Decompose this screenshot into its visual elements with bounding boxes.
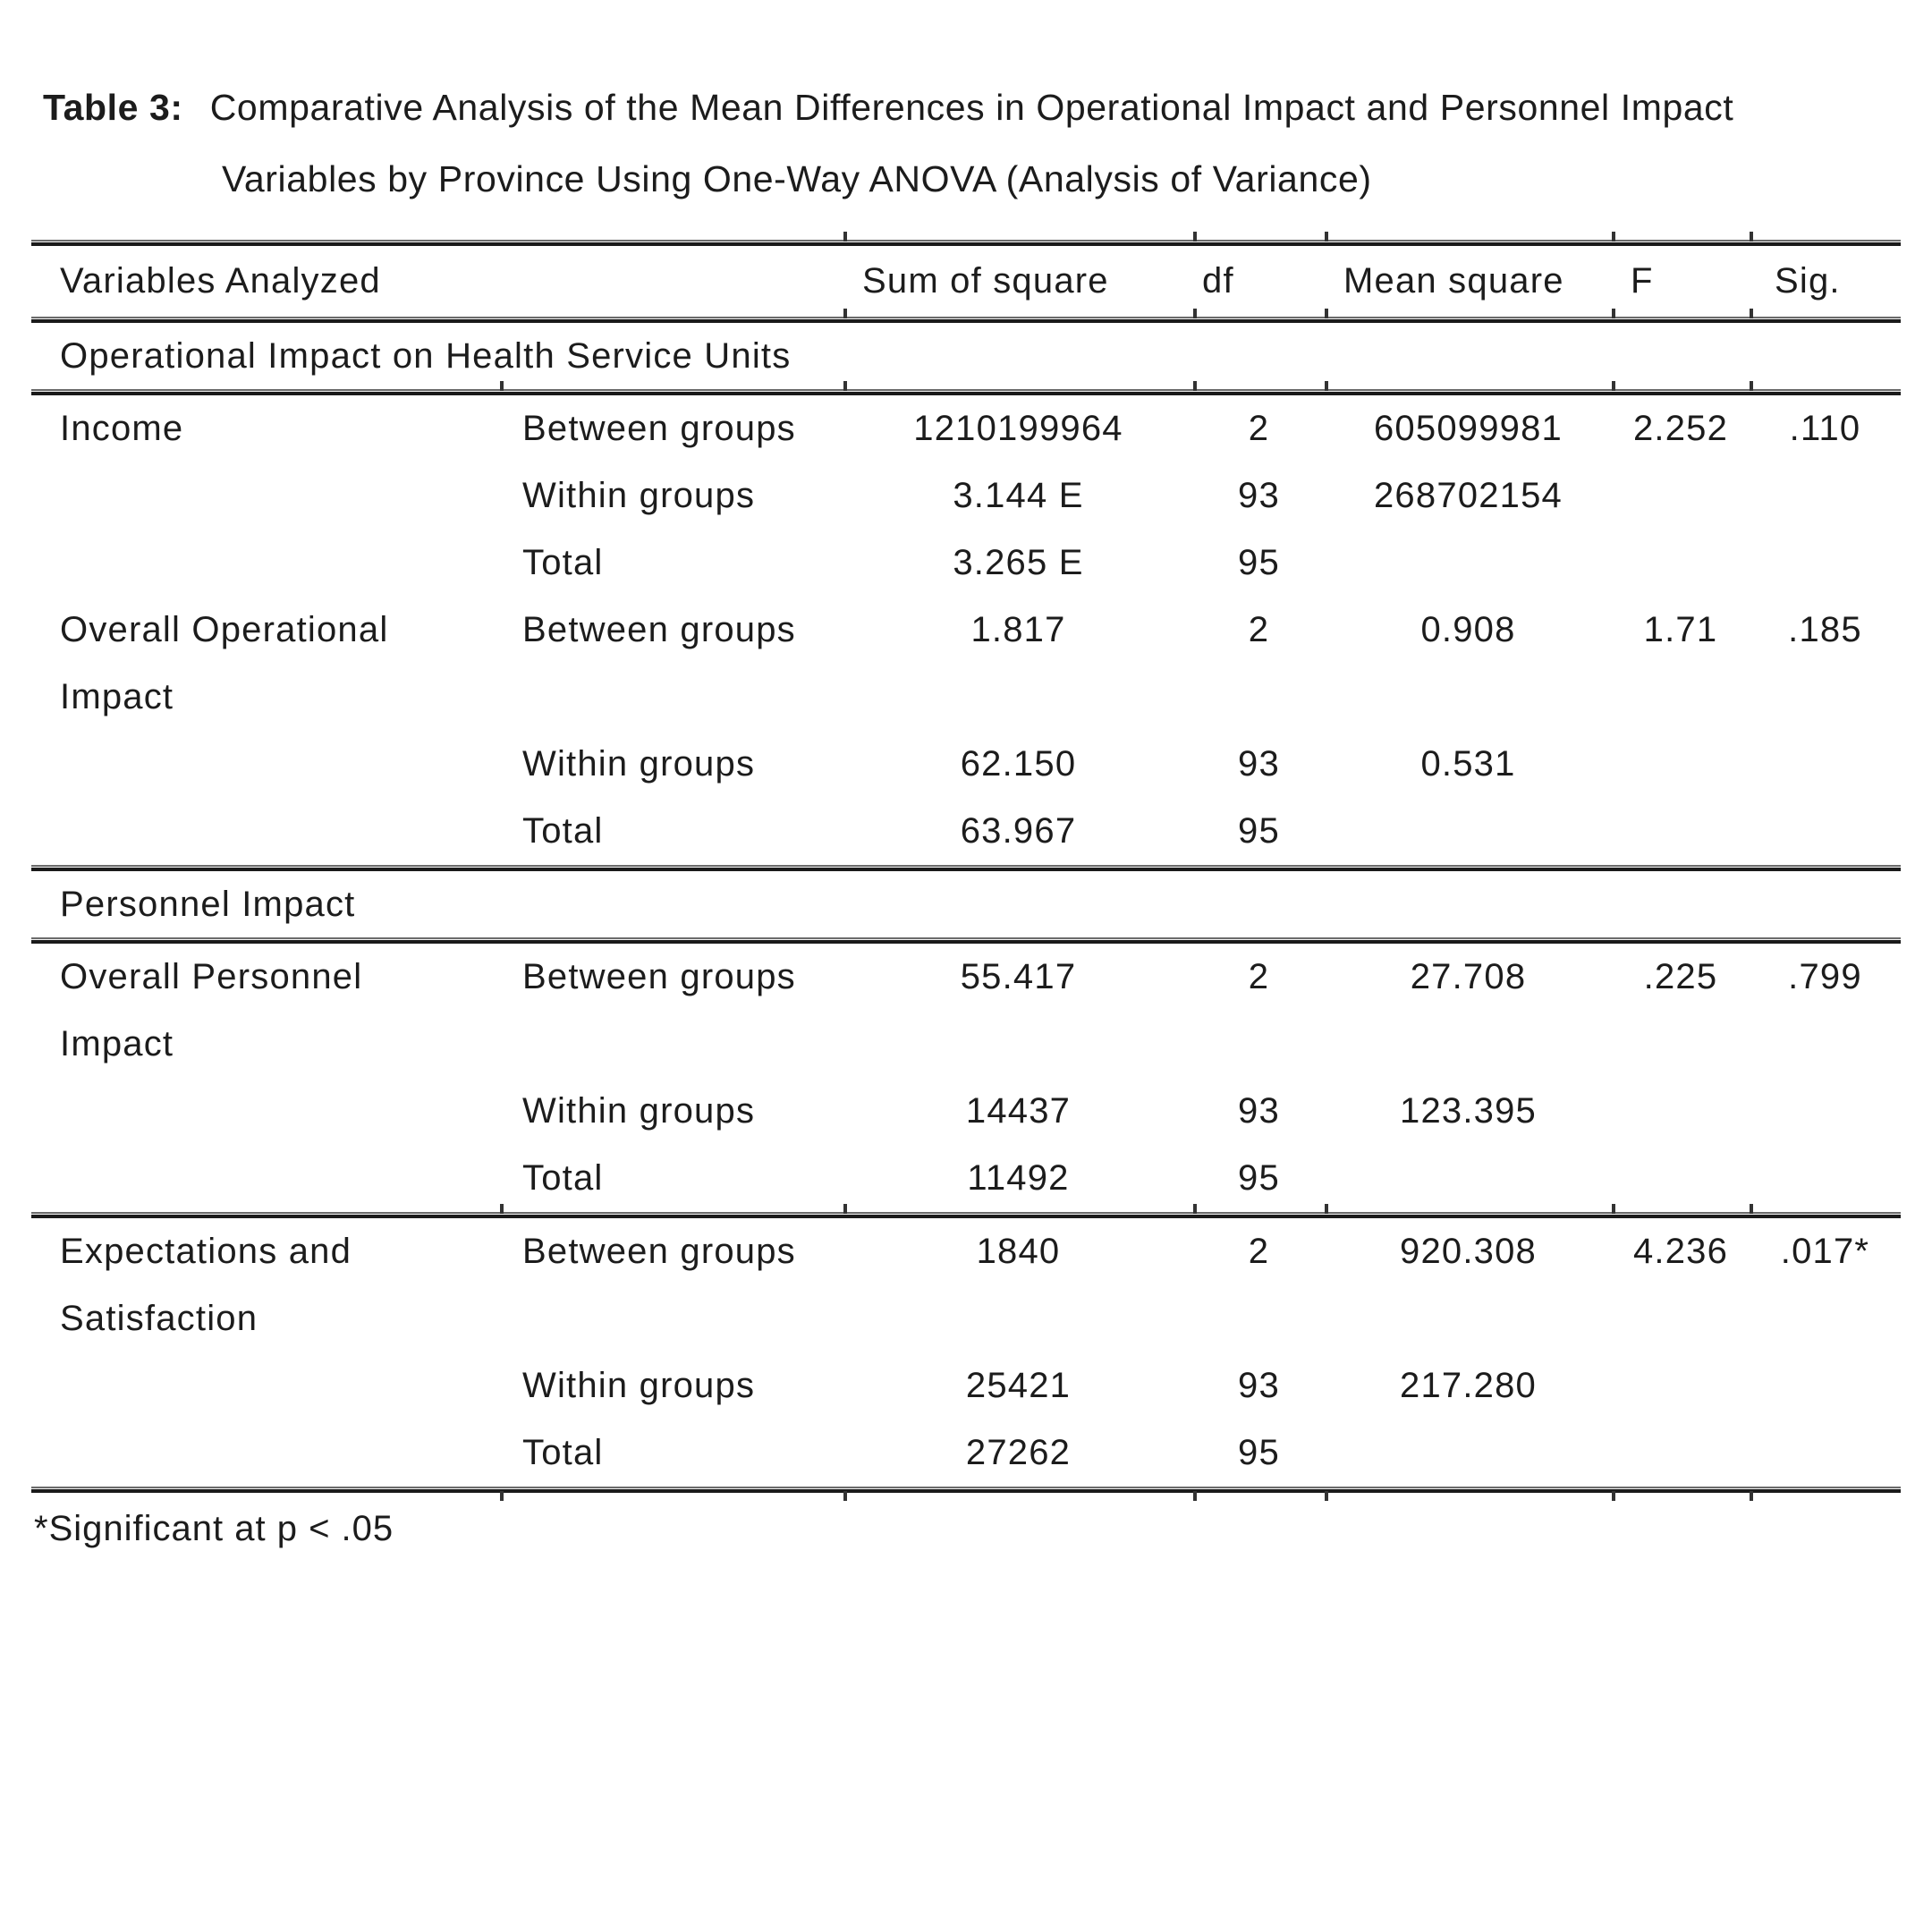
sig-cell: [1750, 664, 1901, 731]
table-title: [43, 72, 1896, 215]
column-divider-tick: [843, 309, 847, 318]
mean-square-cell: [1325, 1419, 1612, 1487]
header-f: F: [1631, 261, 1654, 301]
sig-cell: [1750, 1352, 1901, 1419]
sum-of-square-cell: 27262: [965, 1433, 1072, 1472]
mean-square-cell: [1325, 1145, 1612, 1212]
group-cell: Between groups: [522, 1232, 796, 1271]
column-divider-tick: [1612, 1491, 1615, 1501]
df-cell: [1193, 1011, 1325, 1078]
table-rule: [31, 865, 1901, 871]
sum-of-square-cell: 25421: [965, 1366, 1072, 1405]
column-divider-tick: [1325, 309, 1328, 318]
mean-square-cell: [1325, 1011, 1612, 1078]
df-cell: 95: [1238, 543, 1280, 582]
group-cell: Total: [522, 811, 604, 851]
table-rule: [31, 389, 1901, 395]
df-cell: 93: [1238, 1091, 1280, 1131]
f-cell: .225: [1643, 957, 1718, 996]
column-divider-tick: [1325, 1204, 1328, 1214]
mean-square-cell: 123.395: [1400, 1091, 1537, 1131]
variable-cell: Overall Operational: [60, 610, 389, 649]
column-divider-tick: [1750, 232, 1753, 242]
variable-cell: [31, 1078, 500, 1145]
sum-of-square-cell: 1210199964: [913, 409, 1123, 448]
df-cell: 95: [1238, 1433, 1280, 1472]
table-rule: [31, 317, 1901, 323]
sum-of-square-cell: 3.144 E: [953, 476, 1084, 515]
variable-cell: [31, 530, 500, 597]
group-cell: Total: [522, 543, 604, 582]
group-cell: Total: [522, 1158, 604, 1198]
table-rule: [31, 1487, 1901, 1493]
column-divider-tick: [843, 232, 847, 242]
sig-cell: [1750, 1419, 1901, 1487]
column-divider-tick: [1612, 309, 1615, 318]
column-divider-tick: [1750, 1491, 1753, 1501]
header-mean-square: Mean square: [1343, 261, 1564, 301]
column-divider-tick: [1193, 1204, 1197, 1214]
sig-cell: .799: [1788, 957, 1862, 996]
sig-cell: [1750, 1145, 1901, 1212]
variable-cell: Expectations and: [60, 1232, 352, 1271]
group-cell: Between groups: [522, 957, 796, 996]
group-cell: [500, 1011, 843, 1078]
variable-cell: [31, 1352, 500, 1419]
df-cell: 2: [1248, 610, 1270, 649]
section-header: Operational Impact on Health Service Units: [60, 335, 792, 376]
column-divider-tick: [1325, 1491, 1328, 1501]
variable-cell: [31, 462, 500, 530]
sig-cell: [1750, 731, 1901, 798]
column-divider-tick: [1612, 381, 1615, 391]
column-divider-tick: [1193, 232, 1197, 242]
mean-square-cell: 27.708: [1410, 957, 1527, 996]
variable-cell: Impact: [60, 677, 174, 716]
table-rule: [31, 240, 1901, 246]
anova-table: [31, 240, 1901, 1493]
column-divider-tick: [500, 381, 504, 391]
variable-cell: Impact: [60, 1024, 174, 1063]
sum-of-square-cell: 14437: [965, 1091, 1072, 1131]
significance-footnote: *Significant at p < .05: [34, 1509, 394, 1548]
sum-of-square-cell: 11492: [967, 1158, 1070, 1198]
df-cell: 93: [1238, 744, 1280, 784]
df-cell: 95: [1238, 811, 1280, 851]
section-header: Personnel Impact: [60, 884, 356, 924]
table-title-line2: Variables by Province Using One-Way ANOVA (Analysis of Variance): [222, 158, 1372, 199]
f-cell: 2.252: [1632, 409, 1729, 448]
group-cell: Total: [522, 1433, 604, 1472]
sig-cell: .017*: [1780, 1232, 1870, 1271]
sig-cell: [1750, 1078, 1901, 1145]
group-cell: Within groups: [522, 744, 756, 784]
column-divider-tick: [1750, 1204, 1753, 1214]
variable-cell: Overall Personnel: [60, 957, 363, 996]
mean-square-cell: 605099981: [1373, 409, 1563, 448]
df-cell: [1193, 664, 1325, 731]
column-divider-tick: [843, 1491, 847, 1501]
header-sig: Sig.: [1775, 261, 1841, 301]
mean-square-cell: 0.531: [1420, 744, 1516, 784]
sig-cell: [1750, 1285, 1901, 1352]
f-cell: [1612, 1145, 1750, 1212]
header-sum-of-square: Sum of square: [862, 261, 1109, 301]
column-divider-tick: [1750, 309, 1753, 318]
sig-cell: .110: [1789, 409, 1861, 448]
column-divider-tick: [1325, 381, 1328, 391]
mean-square-cell: 0.908: [1420, 610, 1516, 649]
df-cell: 93: [1238, 476, 1280, 515]
df-cell: [1193, 1285, 1325, 1352]
sum-of-square-cell: [843, 1011, 1193, 1078]
column-divider-tick: [843, 381, 847, 391]
variable-cell: [31, 798, 500, 865]
table-title-text: Comparative Analysis of the Mean Differences in Operational Impact and Personnel Impact: [209, 87, 1734, 128]
sum-of-square-cell: [843, 664, 1193, 731]
group-cell: Within groups: [522, 1366, 756, 1405]
table-title-line1: [43, 72, 1896, 143]
mean-square-cell: 268702154: [1373, 476, 1563, 515]
df-cell: 93: [1238, 1366, 1280, 1405]
group-cell: Within groups: [522, 476, 756, 515]
sum-of-square-cell: 55.417: [960, 957, 1077, 996]
column-divider-tick: [843, 1204, 847, 1214]
sig-cell: [1750, 798, 1901, 865]
table-number-label: Table 3:: [43, 87, 183, 128]
group-cell: Within groups: [522, 1091, 756, 1131]
f-cell: [1612, 1419, 1750, 1487]
f-cell: [1612, 1352, 1750, 1419]
f-cell: 4.236: [1632, 1232, 1729, 1271]
sum-of-square-cell: 1840: [976, 1232, 1061, 1271]
mean-square-cell: 217.280: [1400, 1366, 1537, 1405]
header-df: df: [1202, 261, 1234, 301]
group-cell: Between groups: [522, 409, 796, 448]
column-divider-tick: [1325, 232, 1328, 242]
f-cell: [1612, 731, 1750, 798]
column-divider-tick: [1612, 1204, 1615, 1214]
column-divider-tick: [1193, 309, 1197, 318]
table-rule: [31, 1212, 1901, 1218]
column-divider-tick: [1193, 381, 1197, 391]
group-cell: [500, 1285, 843, 1352]
variable-cell: [31, 1419, 500, 1487]
sum-of-square-cell: 3.265 E: [953, 543, 1084, 582]
df-cell: 2: [1248, 409, 1270, 448]
variable-cell: Satisfaction: [60, 1299, 258, 1338]
header-variables-analyzed: Variables Analyzed: [60, 261, 381, 301]
sum-of-square-cell: 63.967: [960, 811, 1077, 851]
group-cell: Between groups: [522, 610, 796, 649]
column-divider-tick: [1750, 381, 1753, 391]
mean-square-cell: [1325, 530, 1612, 597]
sum-of-square-cell: 1.817: [970, 610, 1066, 649]
variable-cell: Income: [60, 409, 184, 448]
df-cell: 2: [1248, 1232, 1270, 1271]
column-divider-tick: [1612, 232, 1615, 242]
f-cell: [1612, 1285, 1750, 1352]
f-cell: 1.71: [1643, 610, 1718, 649]
column-divider-tick: [1193, 1491, 1197, 1501]
column-divider-tick: [500, 1491, 504, 1501]
f-cell: [1612, 530, 1750, 597]
sig-cell: [1750, 462, 1901, 530]
mean-square-cell: 920.308: [1400, 1232, 1537, 1271]
variable-cell: [31, 1145, 500, 1212]
mean-square-cell: [1325, 664, 1612, 731]
mean-square-cell: [1325, 798, 1612, 865]
f-cell: [1612, 1011, 1750, 1078]
table-rule: [31, 937, 1901, 944]
group-cell: [500, 664, 843, 731]
sum-of-square-cell: [843, 1285, 1193, 1352]
df-cell: 95: [1238, 1158, 1280, 1198]
f-cell: [1612, 664, 1750, 731]
variable-cell: [31, 731, 500, 798]
mean-square-cell: [1325, 1285, 1612, 1352]
sig-cell: [1750, 530, 1901, 597]
sig-cell: .185: [1788, 610, 1862, 649]
df-cell: 2: [1248, 957, 1270, 996]
sig-cell: [1750, 1011, 1901, 1078]
column-divider-tick: [500, 1204, 504, 1214]
f-cell: [1612, 462, 1750, 530]
f-cell: [1612, 798, 1750, 865]
f-cell: [1612, 1078, 1750, 1145]
sum-of-square-cell: 62.150: [960, 744, 1077, 784]
